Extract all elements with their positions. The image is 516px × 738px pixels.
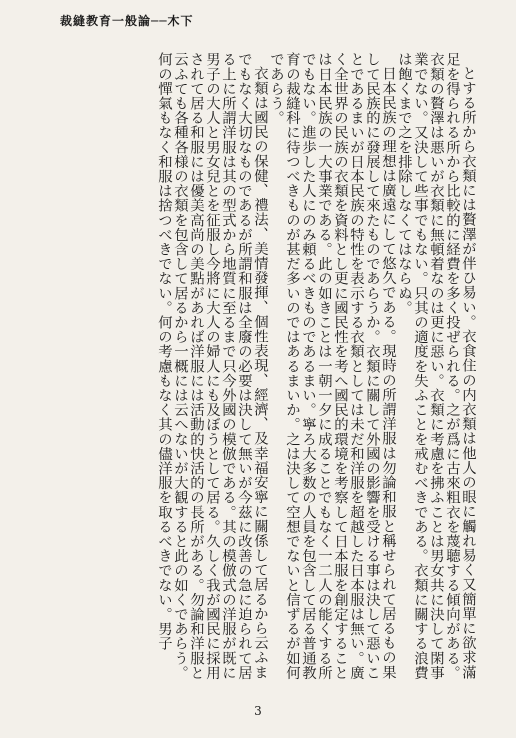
paragraph: 衣類は國民の保健、禮法、美情發揮、個性表現、經濟、及幸福安寧に關係して居るから云ふまでもなく大切なものであるが所謂和服は全廢の必要は決して無いが今茲に改善の急に迫られて居る上に所謂洋服は其の型式から地質に至るまで只今外國の模倣である。其の模倣式の洋服が既に男子の大人と男女兒とを征服し今將に大人の婦人にも及ぼうとして居る。久しく我が國民に採用されて居る和服には優美高尚の美點があれば洋服には活動的快活的の長所がある。勿論和洋服と云ふても各種各様の衣類を包含して居るから一概には云へないが大観すると此の如くであらう。何の憚氣もなく和服は捨つべきでない。何の考慮もなく其の儘洋服を取るべきでない。男子: [156, 52, 268, 680]
running-header: 裁縫教育一般論──木下: [60, 14, 194, 28]
paragraph: とする所から衣類には贅澤が伴ひ易い。衣食住の内衣類は他人の眼に觸れ易く又簡單に欲求滿足を得られる所から比較的に経費を多く投ぜられる。之が爲に古來粗衣を蔑聴する傾向がある。衣類の贅澤は悪いが衣類に無頓着なのは更に惡い。衣類に考慮を拂ふことは男女共に決して閑事業でない。又決して些事でもない。只其の適度を失ふことを戒むべきである。衣類に關する浪費は飽くまで之を排除しなくてはならぬ。: [396, 52, 476, 680]
vertical-text-body: [44, 52, 476, 692]
page-number: 3: [254, 704, 262, 718]
paragraph: 日本民族の理想は廣遠にして悠久である。現時の所謂洋服は勿論和服と稱せられて居るもの果して民族的に發展して來たものであらうか。衣類に關して外國の影響を受ける事は決して惡いことであるまいが日本民族の特性を表示する衣類としては未だ和洋服を超越した日本服は無い。廣く全世界の民族の衣類を資料とし更に國民性を考へ國民的環境を考察して日本服を創定することは日本民族の一大事業である。此の如きことは一朝一夕に成ることでもなく一二人の能くする所でもない。進歩した人にのみ頼るべきものであるまい。寧ろ大多数の人員を包含して居る普通教育の裁縫科に待つべきものが甚だ多いのではあるまいか。之は決して空想でないと信ずるが如何であらう。: [268, 52, 396, 680]
